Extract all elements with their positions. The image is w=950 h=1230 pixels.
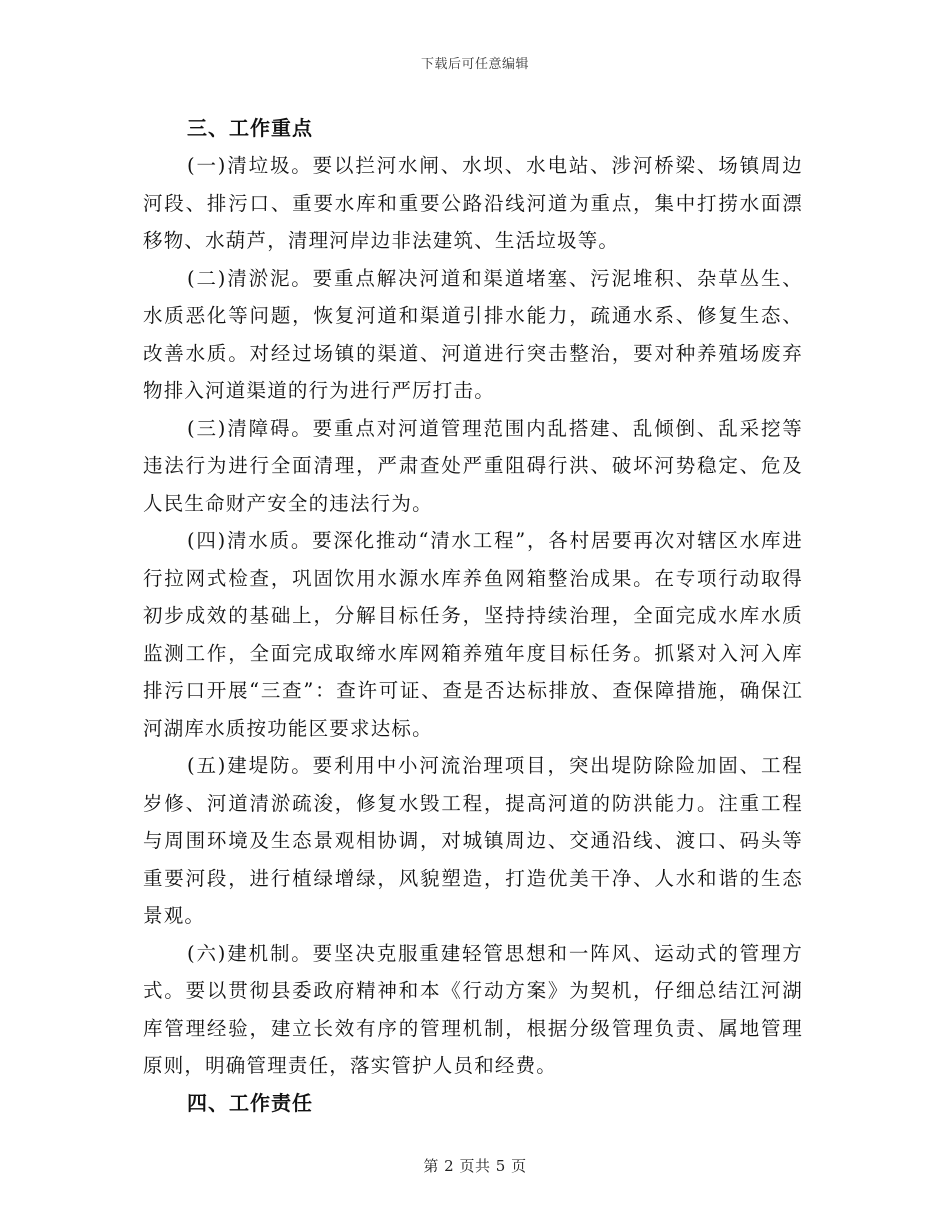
page-header: 下载后可任意编辑 xyxy=(420,57,529,72)
paragraph-clear-garbage: (一)清垃圾。要以拦河水闸、水坝、水电站、涉河桥梁、场镇周边河段、排污口、重要水库和重要公路沿线河道为重点，集中打捞水面漂移物、水葫芦，清理河岸边非法建筑、生活垃圾等。 xyxy=(143,154,803,252)
paragraph-build-mechanism: (六)建机制。要坚决克服重建轻管思想和一阵风、运动式的管理方式。要以贯彻县委政府精神和本《行动方案》为契机，仔细总结江河湖库管理经验，建立长效有序的管理机制，根据分级管理负责、属地管理原则，明确管理责任，落实管护人员和经费。 xyxy=(143,941,803,1077)
paragraph-clear-obstacles: (三)清障碍。要重点对河道管理范围内乱搭建、乱倾倒、乱采挖等违法行为进行全面清理，严肃查处严重阻碍行洪、破坏河势稳定、危及人民生命财产安全的违法行为。 xyxy=(143,416,803,515)
paragraph-clear-water-quality: (四)清水质。要深化推动“清水工程”，各村居要再次对辖区水库进行拉网式检查，巩固饮用水源水库养鱼网箱整治成果。在专项行动取得初步成效的基础上，分解目标任务，坚持持续治理，全面完成水库水质监测工作，全面完成取缔水库网箱养殖年度目标任务。抓紧对入河入库排污口开展“三查”：查许可证、查是否达标排放、查保障措施，确保江河湖库水质按功能区要求达标。 xyxy=(143,529,803,740)
section-heading-work-focus: 三、工作重点 xyxy=(187,116,313,140)
document-body xyxy=(143,110,803,1122)
section-heading-work-responsibility: 四、工作责任 xyxy=(187,1090,313,1115)
paragraph-build-embankments: (五)建堤防。要利用中小河流治理项目，突出堤防除险加固、工程岁修、河道清淤疏浚，修复水毁工程，提高河道的防洪能力。注重工程与周围环境及生态景观相协调，对城镇周边、交通沿线、渡口、码头等重要河段，进行植绿增绿，风貌塑造，打造优美干净、人水和谐的生态景观。 xyxy=(143,754,803,927)
paragraph-clear-silt: (二)清淤泥。要重点解决河道和渠道堵塞、污泥堆积、杂草丛生、水质恶化等问题，恢复河道和渠道引排水能力，疏通水系、修复生态、改善水质。对经过场镇的渠道、河道进行突击整治，要对种养殖场废弃物排入河道渠道的行为进行严厉打击。 xyxy=(143,266,803,402)
page-footer: 第 2 页共 5 页 xyxy=(423,1157,527,1175)
